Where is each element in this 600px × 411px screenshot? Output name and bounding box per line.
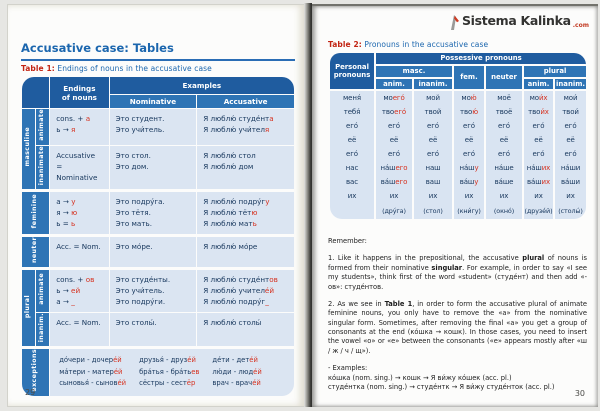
row-label-masculine: masculine (22, 109, 35, 189)
page-left (7, 4, 305, 407)
exceptions-column-1: до́чери - дочере́й ма́тери - матере́й сыновья́ - сынове́й (59, 356, 127, 388)
row-label-exceptions: exceptions (22, 349, 49, 396)
row-label-animate: animate (36, 109, 49, 145)
pronoun-cell: на́ших (524, 161, 553, 175)
table-row (22, 109, 294, 145)
accusative-cell: Я люблю́ столы́ (197, 313, 294, 346)
pronoun-cell: ва́ших (524, 175, 553, 189)
sistema-kalinka-logo (449, 15, 589, 34)
table2-pronouns (328, 53, 588, 219)
endings-cell: cons. + ов ь → ей а → _ (50, 270, 108, 312)
exceptions-column-3: де́ти - дете́й лю́ди - люде́й врач - враче́й (212, 356, 262, 388)
pronoun-cell: их (555, 189, 586, 203)
pronoun-cell: на́ше (486, 161, 522, 175)
personal-pronoun-cell: его́ (330, 119, 374, 133)
row-gap (22, 347, 294, 348)
table2-header-possessive: Possessive pronouns (376, 53, 586, 66)
personal-pronoun-cell: тебя́ (330, 105, 374, 119)
row-gap (22, 235, 294, 236)
nominative-cell: Это столы́. (110, 313, 197, 346)
pronoun-cell: его́ (486, 147, 522, 161)
table2-caption (328, 40, 488, 49)
pronoun-cell: твою́ (454, 105, 484, 119)
pronoun-cell: его́ (555, 147, 586, 161)
pronoun-cell: на́шего (376, 161, 412, 175)
page-title: Accusative case: Tables (21, 41, 295, 61)
pronoun-cell: её (555, 133, 586, 147)
row-label-animate: animate (36, 270, 49, 312)
nominative-cell: Это подру́га. Это тётя. Это мать. (110, 192, 197, 234)
logo-tld: .com (572, 22, 589, 29)
nominative-cell: Это студент. Это учи́тель. (110, 109, 197, 145)
exceptions-column-2: друзья́ - друзе́й бра́тья - бра́тьев сёстры - сестёр (139, 356, 200, 388)
endings-cell: Acc. = Nom. (50, 237, 108, 267)
pronoun-cell: его́ (454, 119, 484, 133)
row-label-inanimate: inanimate (36, 146, 49, 189)
table1-caption-label: Table 1: (21, 64, 55, 73)
table1-header-accusative: Accusative (197, 95, 294, 108)
pronoun-cell: ва́шего (376, 175, 412, 189)
table2-caption-text: Pronouns in the accusative case (364, 40, 489, 49)
table1-header-endings: Endings of nouns (50, 77, 108, 108)
table-row (330, 175, 586, 189)
table2-caption-label: Table 2: (328, 40, 362, 49)
pronoun-cell: его́ (414, 147, 452, 161)
pronoun-cell: ва́ши (555, 175, 586, 189)
nominative-cell: Это студе́нты. Это учи́тель. Это подру́ги. (110, 270, 197, 312)
pronoun-cell: его́ (376, 119, 412, 133)
pronoun-cell: её (524, 133, 553, 147)
remember-paragraph-1: 1. Like it happens in the prepositional, the accusative plural of nouns is formed from their nominative singular. For example, in order to say «I see my students», think first of the word «student» (студе́нт) and then add «-ов»: студе́нтов. (328, 254, 587, 291)
pronoun-cell: моё (486, 91, 522, 105)
row-label-feminine: feminine (22, 192, 49, 234)
book-spine (304, 3, 312, 407)
pronoun-cell: их (454, 189, 484, 203)
pronoun-cell: мои́х (524, 91, 553, 105)
examples-label: - Examples: (328, 364, 368, 373)
table2-header-fem: fem. (454, 66, 484, 91)
table-row (22, 270, 294, 312)
personal-pronoun-cell: вас (330, 175, 374, 189)
table-row (22, 237, 294, 267)
table2-header-plural-inanim: inanim. (555, 79, 586, 91)
table-row (22, 146, 294, 189)
personal-pronoun-cell: меня́ (330, 91, 374, 105)
pronoun-cell: на́ши (555, 161, 586, 175)
table1-corner (22, 77, 49, 108)
pronoun-cell: его́ (414, 119, 452, 133)
remember-section (328, 237, 587, 392)
pronoun-cell: мои́ (555, 91, 586, 105)
table-row (330, 189, 586, 203)
pronoun-cell: его́ (524, 119, 553, 133)
pronoun-cell: (друзе́й) (524, 203, 553, 219)
accusative-cell: Я люблю́ подру́гу Я люблю́ тётю Я люблю́ мать (197, 192, 294, 234)
table-row (330, 91, 586, 105)
pronoun-cell: твоего́ (376, 105, 412, 119)
exceptions-columns (59, 355, 292, 390)
table2-header-plural-anim: anim. (524, 79, 553, 91)
pronoun-cell: ва́ше (486, 175, 522, 189)
pronoun-cell: мой (414, 91, 452, 105)
table2-header-masc: masc. (376, 66, 452, 79)
pronoun-cell: её (454, 133, 484, 147)
table2-header-masc-anim: anim. (376, 79, 412, 91)
pronoun-cell: (стол) (414, 203, 452, 219)
pronoun-cell: (столы́) (555, 203, 586, 219)
pronoun-cell: ва́шу (454, 175, 484, 189)
row-gap (22, 268, 294, 269)
table2-header-masc-inanim: inanim. (414, 79, 452, 91)
pronoun-cell: её (414, 133, 452, 147)
endings-cell: а → у я → ю ь = ь (50, 192, 108, 234)
personal-pronoun-cell: её (330, 133, 374, 147)
nominative-cell: Это мо́ре. (110, 237, 197, 267)
table-row (22, 313, 294, 346)
row-gap (22, 190, 294, 191)
pronoun-cell: наш (414, 161, 452, 175)
table-row (330, 161, 586, 175)
table-row (330, 133, 586, 147)
remember-paragraph-2: 2. As we see in Table 1, in order to form the accusative plural of animate feminine nouns, you only have to remove the «а» from the nominative singular form. Sometimes, after removing the final «а» you get a group of consonants at the end (ко́шка → кошк). In those cases, you need to insert the vowel «о» or «е» between the consonants («е» appears mostly after «ш / ж / ч / щ»). (328, 299, 587, 355)
accusative-cell: Я люблю́ студе́нта Я люблю́ учи́теля (197, 109, 294, 145)
table-row (330, 203, 586, 219)
table1-header-nominative: Nominative (110, 95, 197, 108)
pronoun-cell: её (376, 133, 412, 147)
row-label-inanimate: inanim. (36, 313, 49, 346)
pronoun-cell: на́шу (454, 161, 484, 175)
remember-heading: Remember: (328, 237, 367, 245)
nominative-cell: Это стол. Это дом. (110, 146, 197, 189)
accusative-cell: Я люблю́ студе́нтов Я люблю́ учителе́й Я люблю́ подру́г_ (197, 270, 294, 312)
table1-noun-endings (21, 76, 295, 397)
table-row (22, 349, 294, 396)
sistema-kalinka-logo-icon (449, 15, 460, 34)
pronoun-cell: мою́ (454, 91, 484, 105)
table1-caption (21, 64, 212, 73)
pronoun-cell: их (524, 189, 553, 203)
endings-cell: Acc. = Nom. (50, 313, 108, 346)
accusative-cell: Я люблю́ стол Я люблю́ дом (197, 146, 294, 189)
pronoun-cell: (дру́га) (376, 203, 412, 219)
pronoun-cell: его́ (454, 147, 484, 161)
pronoun-cell: его́ (486, 119, 522, 133)
personal-pronoun-cell: их (330, 189, 374, 203)
table2-header-neuter: neuter (486, 66, 522, 91)
pronoun-cell: твой (414, 105, 452, 119)
table-row (330, 147, 586, 161)
row-label-plural: plural (22, 270, 35, 346)
pronoun-cell: их (376, 189, 412, 203)
pronoun-cell: твоё (486, 105, 522, 119)
row-label-neuter: neuter (22, 237, 49, 267)
page-right (312, 4, 598, 407)
personal-pronoun-cell: нас (330, 161, 374, 175)
pronoun-cell: твои́х (524, 105, 553, 119)
page-number-right: 30 (574, 389, 585, 398)
logo-text: Sistema Kalinka (461, 13, 571, 28)
table-row (330, 119, 586, 133)
table-row (330, 105, 586, 119)
pronoun-cell: (кни́гу) (454, 203, 484, 219)
pronoun-cell: их (486, 189, 522, 203)
examples-lines: ко́шка (nom. sing.) → кошк → Я ви́жу ко́шек (acc. pl.) студе́нтка (nom. sing.) → студе́нтк → Я ви́жу студе́нток (acc. pl.) (328, 373, 555, 391)
pronoun-cell: их (414, 189, 452, 203)
page-number-left: 29 (25, 388, 36, 397)
pronoun-cell: моего́ (376, 91, 412, 105)
pronoun-cell: её (486, 133, 522, 147)
exceptions-cell (50, 349, 294, 396)
endings-cell: cons. + а ь → я (50, 109, 108, 145)
table2-header-personal: Personal pronouns (330, 53, 374, 91)
personal-pronoun-cell (330, 203, 374, 219)
pronoun-cell: твои́ (555, 105, 586, 119)
pronoun-cell: его́ (376, 147, 412, 161)
pronoun-cell: (окно́) (486, 203, 522, 219)
pronoun-cell: ваш (414, 175, 452, 189)
table-row (22, 192, 294, 234)
table1-header-examples: Examples (110, 77, 294, 94)
table1-caption-text: Endings of nouns in the accusative case (57, 64, 212, 73)
endings-cell: Accusative = Nominative (50, 146, 108, 189)
pronoun-cell: его́ (555, 119, 586, 133)
personal-pronoun-cell: его́ (330, 147, 374, 161)
table2-header-plural: plural (524, 66, 586, 79)
pronoun-cell: его́ (524, 147, 553, 161)
accusative-cell: Я люблю́ мо́ре (197, 237, 294, 267)
